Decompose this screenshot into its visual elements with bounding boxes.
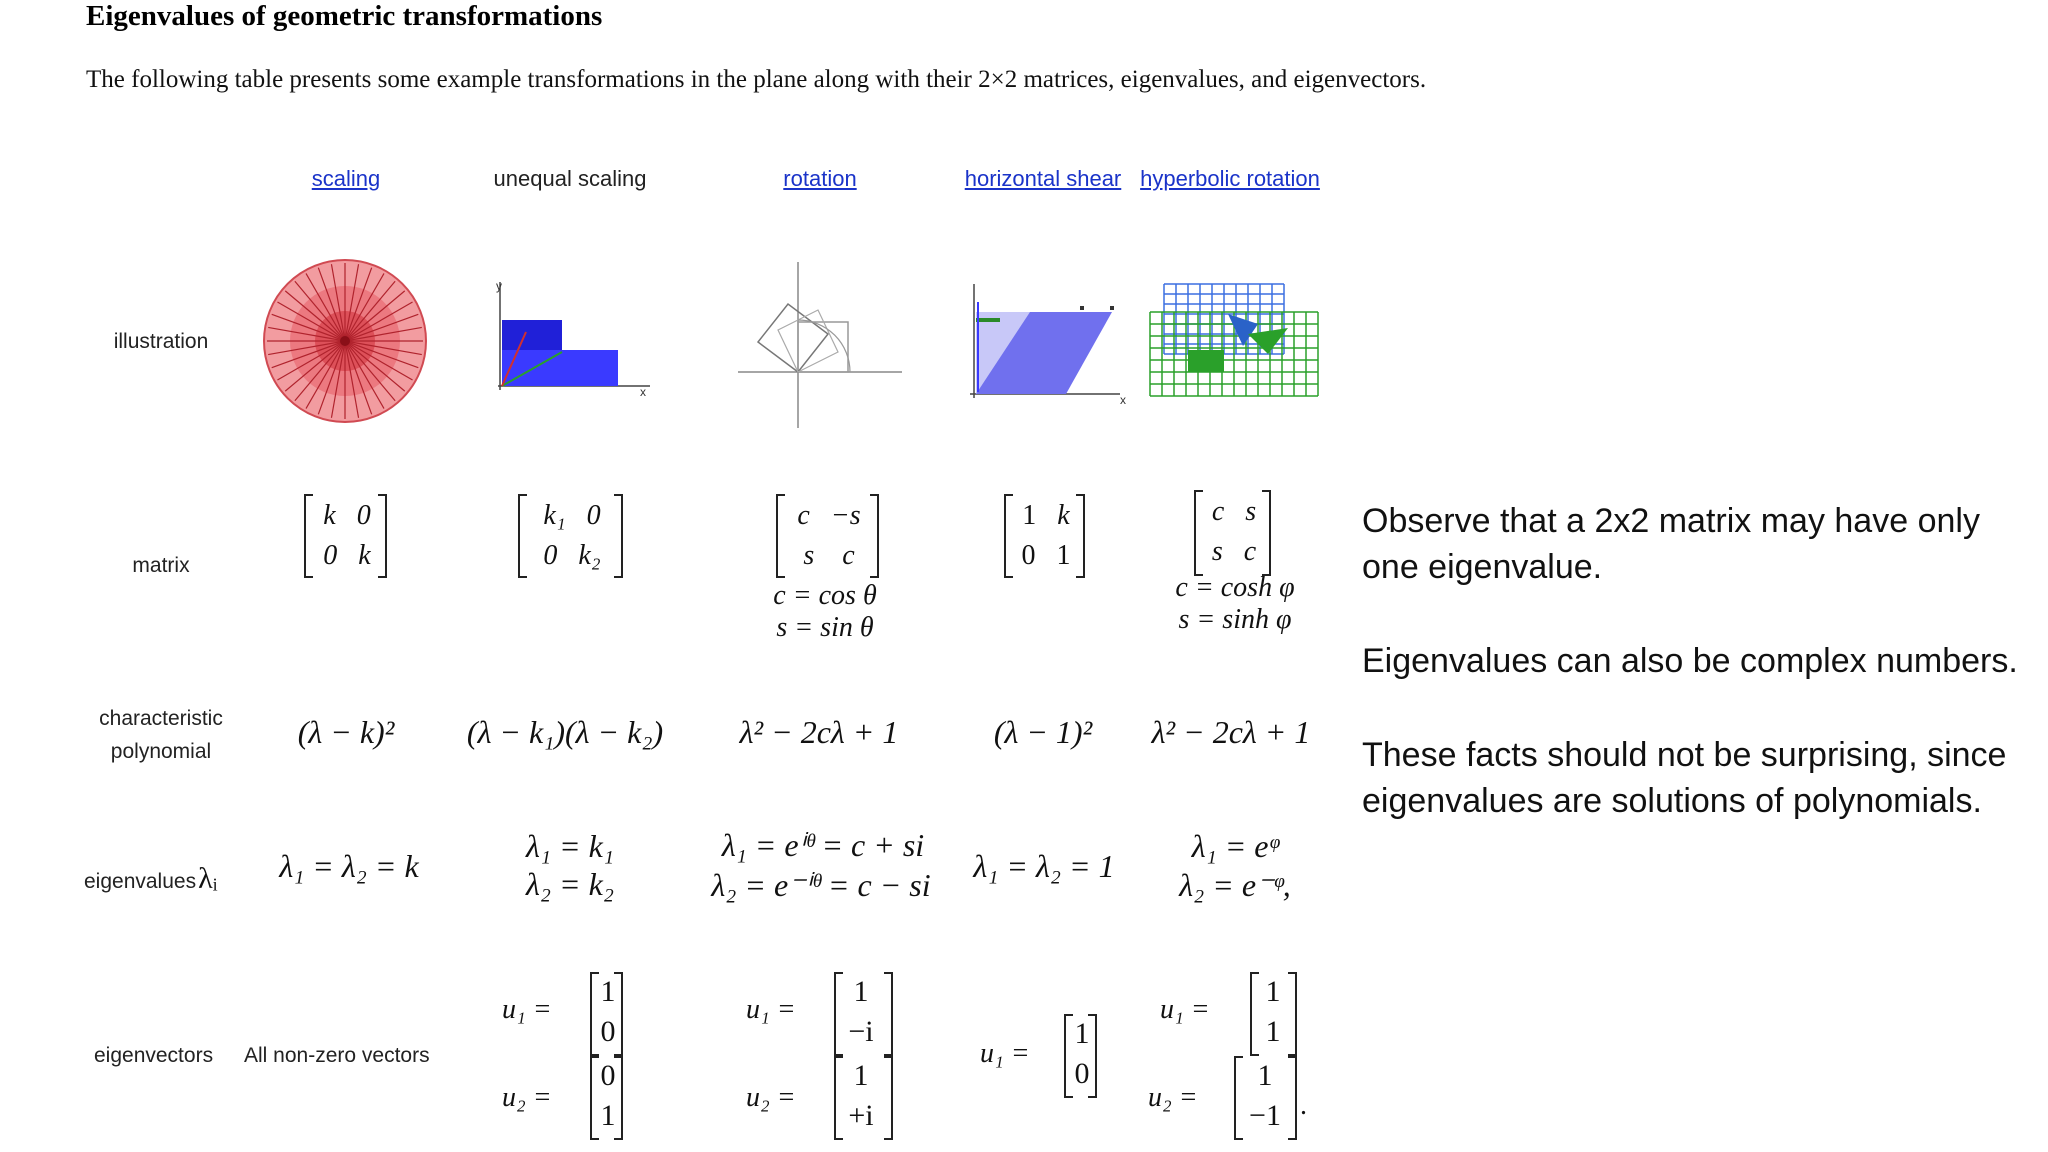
eigenvalue-unequal-2: λ₂ = k₂ [526, 866, 614, 902]
scaling-illustration [262, 258, 428, 424]
char-poly-scaling: (λ − k)² [297, 714, 395, 750]
side-note-polynomials: These facts should not be surprising, since eigenvalues are solutions of polynomials. [1362, 736, 2007, 820]
eigenvalue-unequal-1: λ₁ = k₁ [526, 828, 614, 864]
eigenvalue-hyperbolic-2: λ₂ = e⁻ᵠ, [1179, 867, 1291, 903]
column-header-rotation[interactable]: rotation [783, 166, 857, 191]
eigenvector-label-rotation-u2: u₂ = [746, 1082, 796, 1113]
unequal-scaling-illustration [490, 279, 660, 402]
row-label-eigenvectors: eigenvectors [94, 1044, 214, 1067]
column-header-scaling[interactable]: scaling [311, 166, 381, 191]
eigenvector-label-rotation-u1: u₁ = [746, 994, 796, 1025]
hyperbolic-rotation-illustration [1148, 284, 1334, 400]
svg-text:y: y [496, 279, 502, 293]
column-header-unequal-scaling: unequal scaling [493, 166, 647, 191]
char-poly-horizontal-shear: (λ − 1)² [993, 714, 1093, 750]
eigenvalue-rotation-2: λ₂ = e⁻ⁱᶿ = c − si [711, 867, 931, 903]
column-header-horizontal-shear[interactable]: horizontal shear [964, 166, 1122, 191]
eigenvector-label-u1: u₁ = [502, 994, 552, 1025]
row-label-polynomial: polynomial [110, 740, 212, 763]
char-poly-unequal-scaling: (λ − k₁)(λ − k₂) [466, 714, 664, 750]
eigenvectors-scaling: All non-zero vectors [244, 1044, 430, 1067]
eigenvalues-scaling: λ₁ = λ₂ = k [279, 848, 419, 884]
horizontal-shear-illustration [960, 282, 1130, 408]
char-poly-rotation: λ² − 2cλ + 1 [739, 714, 899, 750]
eigenvector-label-shear-u1: u₁ = [980, 1038, 1030, 1069]
side-note-one-eigenvalue: Observe that a 2x2 matrix may have only one eigenvalue. [1362, 502, 1980, 586]
intro-text: The following table presents some example transformations in the plane along with their 2×2 matrices, eigenvalues, and eigenvectors. [86, 66, 1427, 93]
page-title: Eigenvalues of geometric transformations [86, 0, 603, 32]
char-poly-hyperbolic-rotation: λ² − 2cλ + 1 [1151, 714, 1311, 750]
eigenvector-label-u2: u₂ = [502, 1082, 552, 1113]
eigenvector-label-hyperbolic-u2: u₂ = [1148, 1082, 1198, 1113]
column-header-hyperbolic-rotation[interactable]: hyperbolic rotation [1140, 166, 1320, 191]
row-label-characteristic: characteristic [99, 707, 223, 730]
rotation-illustration [738, 260, 908, 430]
eigenvalues-horizontal-shear: λ₁ = λ₂ = 1 [973, 848, 1115, 884]
eigenvalue-hyperbolic-1: λ₁ = eᵠ [1191, 828, 1279, 864]
side-note-complex: Eigenvalues can also be complex numbers. [1362, 642, 2018, 680]
row-label-matrix: matrix [132, 554, 190, 577]
svg-text:x: x [640, 385, 646, 399]
row-label-illustration: illustration [113, 330, 209, 353]
row-label-eigenvalues: eigenvaluesλᵢ [84, 862, 218, 895]
eigenvector-hyperbolic-period: . [1300, 1090, 1307, 1121]
eigenvalue-rotation-1: λ₁ = eⁱᶿ = c + si [721, 827, 925, 863]
svg-text:x: x [1120, 393, 1126, 407]
eigenvector-label-hyperbolic-u1: u₁ = [1160, 994, 1210, 1025]
